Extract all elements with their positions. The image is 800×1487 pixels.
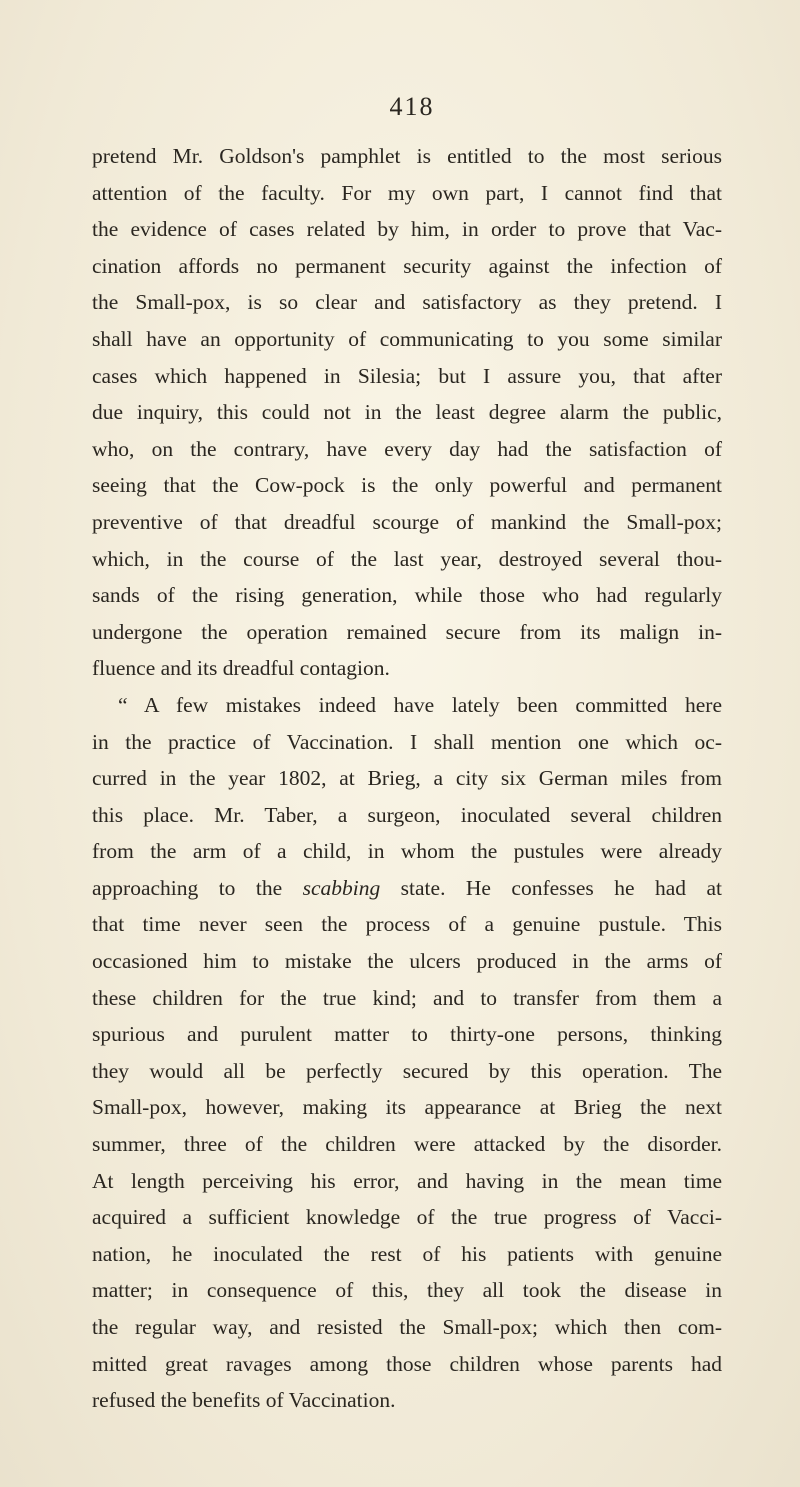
text-line: the evidence of cases related by him, in order to prove that Vac-: [92, 217, 722, 242]
text-line: in the practice of Vaccination. I shall mention one which oc-: [92, 729, 722, 754]
text-line: the regular way, and resisted the Small-pox; which then com-: [92, 1315, 722, 1339]
text-line: curred in the year 1802, at Brieg, a city six German miles from: [92, 766, 722, 791]
text-line: these children for the true kind; and to transfer from them a: [92, 985, 722, 1010]
text-line: due inquiry, this could not in the least degree alarm the public,: [92, 400, 722, 425]
text-line: which, in the course of the last year, destroyed several thou-: [92, 546, 722, 571]
body-text: [92, 138, 722, 1419]
text-line: sands of the rising generation, while those who had regularly: [92, 583, 722, 608]
text-line: attention of the faculty. For my own part, I cannot find that: [92, 180, 722, 205]
text-line: cases which happened in Silesia; but I assure you, that after: [92, 363, 722, 388]
text-line: At length perceiving his error, and having in the mean time: [92, 1168, 722, 1193]
text-line: nation, he inoculated the rest of his patients with genuine: [92, 1241, 722, 1266]
text-line: this place. Mr. Taber, a surgeon, inoculated several children: [92, 802, 722, 827]
italic-word: scabbing: [302, 875, 381, 900]
text-line: “ A few mistakes indeed have lately been committed here: [118, 692, 722, 717]
text-line: preventive of that dreadful scourge of mankind the Small-pox;: [92, 509, 722, 534]
text-segment: approaching to the: [92, 875, 303, 900]
text-line: fluence and its dreadful contagion.: [92, 656, 390, 681]
text-line: mitted great ravages among those children whose parents had: [92, 1351, 722, 1376]
text-line: matter; in consequence of this, they all took the disease in: [92, 1278, 722, 1303]
text-line: Small-pox, however, making its appearance at Brieg the next: [92, 1095, 722, 1120]
text-line: refused the benefits of Vaccination.: [92, 1388, 396, 1413]
text-line: that time never seen the process of a genuine pustule. This: [92, 912, 722, 937]
text-line: who, on the contrary, have every day had the satisfaction of: [92, 436, 722, 461]
text-line: pretend Mr. Goldson's pamphlet is entitled to the most serious: [92, 144, 722, 168]
text-line: the Small-pox, is so clear and satisfactory as they pretend. I: [92, 290, 722, 315]
text-segment: state. He confesses he had at: [380, 875, 722, 900]
text-line: acquired a sufficient knowledge of the true progress of Vacci-: [92, 1205, 722, 1230]
text-line: cination affords no permanent security against the infection of: [92, 253, 722, 278]
text-line: spurious and purulent matter to thirty-one persons, thinking: [92, 1022, 722, 1047]
text-line: occasioned him to mistake the ulcers produced in the arms of: [92, 949, 722, 974]
text-line: shall have an opportunity of communicating to you some similar: [92, 326, 722, 351]
text-line: from the arm of a child, in whom the pustules were already: [92, 839, 722, 864]
page-number: 418: [389, 92, 435, 121]
text-line: they would all be perfectly secured by this operation. The: [92, 1058, 722, 1083]
text-line: seeing that the Cow-pock is the only powerful and permanent: [92, 473, 722, 498]
text-line: undergone the operation remained secure from its malign in-: [92, 619, 722, 644]
text-line: summer, three of the children were attacked by the disorder.: [92, 1132, 722, 1157]
text-line: [92, 870, 722, 907]
